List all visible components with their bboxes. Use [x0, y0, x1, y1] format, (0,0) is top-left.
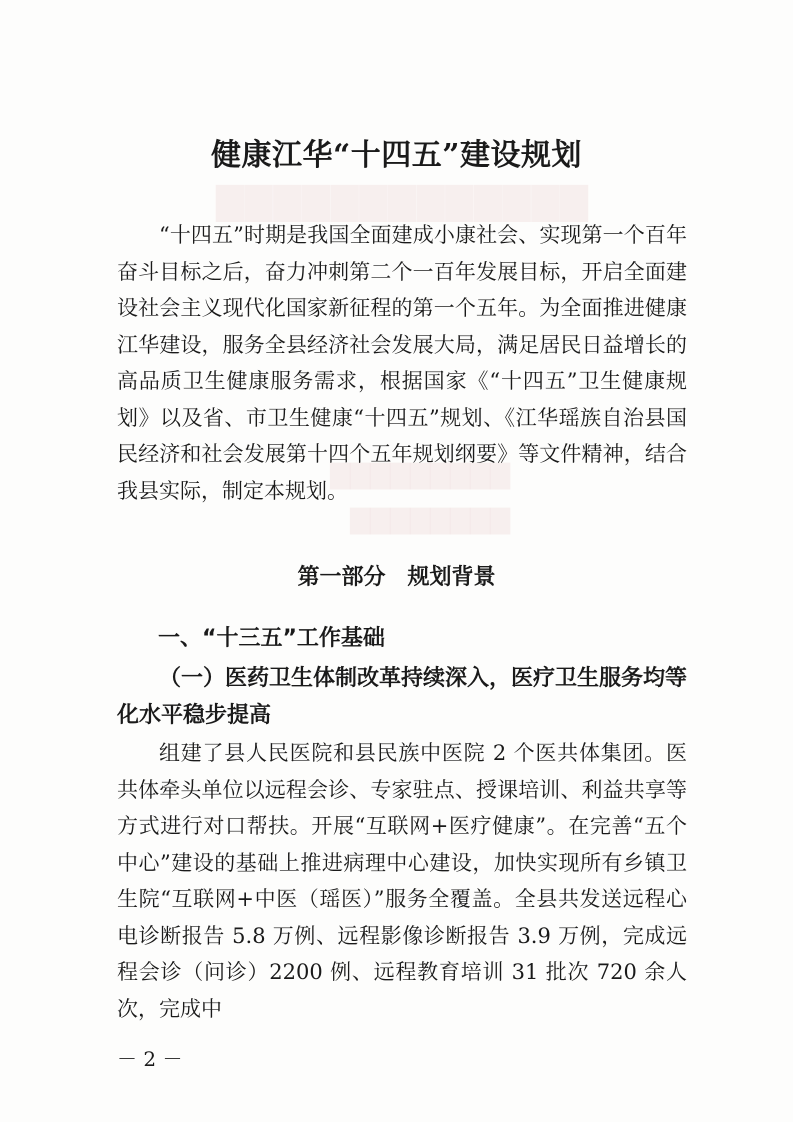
bleed-through-decoration: ▇▇▇▇▇▇▇▇▇ — [330, 460, 510, 490]
intro-paragraph: “十四五”时期是我国全面建成小康社会、实现第一个百年奋斗目标之后，奋力冲刺第二个一百年发展目标，开启全面建设社会主义现代化国家新征程的第一个五年。为全面推进健康江华建设，服务全县经济社会发展大局，满足居民日益增长的高品质卫生健康服务需求，根据国家《“十四五”卫生健康规划》以及省、市卫生健康“十四五”规划、《江华瑶族自治县国民经济和社会发展第十四个五年规划纲要》等文件精神，结合我县实际，制定本规划。 — [117, 223, 687, 503]
page-number: － 2 － — [117, 1047, 183, 1071]
bleed-through-decoration: ▇▇▇▇▇▇▇▇ — [350, 505, 510, 535]
document-title: 健康江华“十四五”建设规划 — [210, 138, 582, 173]
part-heading: 第一部分 规划背景 — [297, 565, 496, 590]
subsection-heading: （一）医药卫生体制改革持续深入，医疗卫生服务均等化水平稳步提高 — [117, 665, 688, 728]
section-heading: 一、“十三五”工作基础 — [158, 626, 385, 651]
bleed-through-decoration: ▇▇▇▇▇▇▇▇▇▇▇▇▇ — [215, 180, 588, 222]
body-paragraph: 组建了县人民医院和县民族中医院 2 个医共体集团。医共体牵头单位以远程会诊、专家驻点、授课培训、利益共享等方式进行对口帮扶。开展“互联网+医疗健康”。在完善“五个中心”建设的基础上推进病理中心建设，加快实现所有乡镇卫生院“互联网+中医（瑶医）”服务全覆盖。全县共发送远程心电诊断报告 5.8 万例、远程影像诊断报告 3.9 万例，完成远程会诊（问诊）2200 例、远程教育培训 31 批次 720 余人次，完成中 — [117, 741, 687, 1021]
